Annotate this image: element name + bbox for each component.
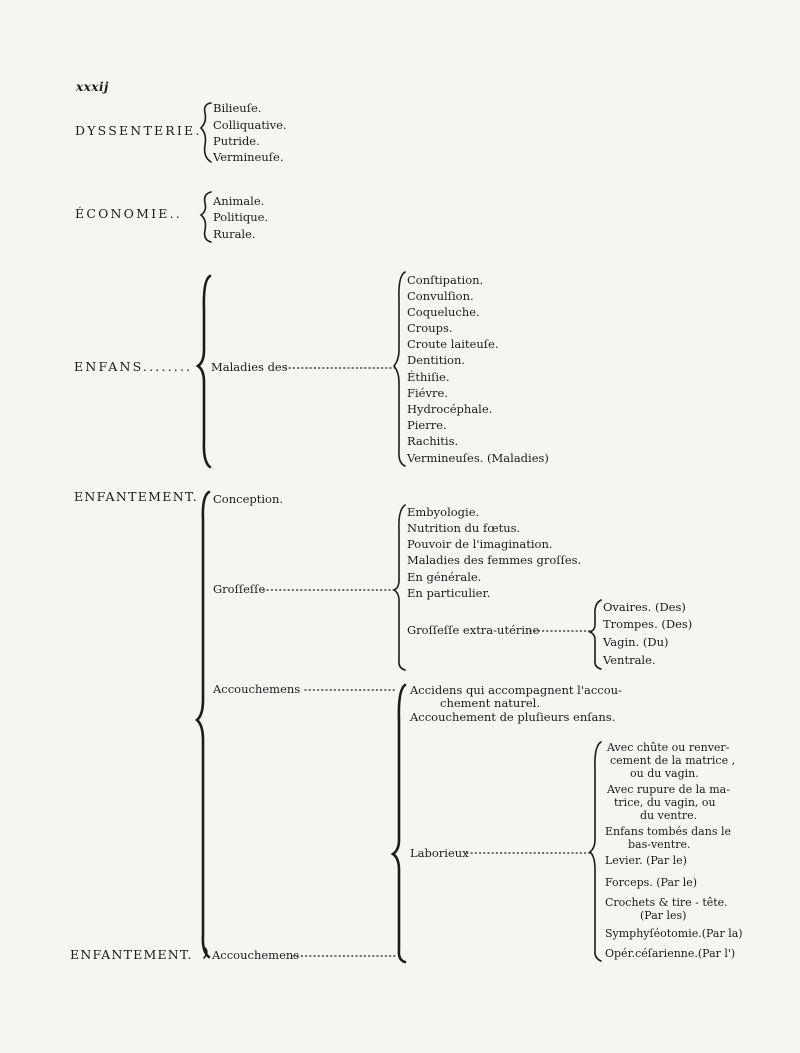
list-item: Vermineuſes. (Maladies) (407, 451, 549, 465)
list-item: En générale. (407, 570, 482, 584)
footer-catchword: ENFANTEMENT. (70, 947, 193, 962)
list-item: Colliquative. (213, 118, 287, 132)
list-item: trice, du vagin, ou (614, 796, 716, 809)
list-item: ou du vagin. (630, 767, 699, 780)
list-item: Croups. (407, 321, 453, 335)
subheading-maladies: Maladies des (211, 360, 288, 374)
subheading-accouchemens: Accouchemens (213, 682, 301, 696)
list-item: Vagin. (Du) (603, 635, 669, 649)
list-item: Pierre. (407, 418, 447, 432)
subheading-extra-uterine: Groſſeſſe extra-utérine (407, 623, 540, 637)
page-number: xxxij (76, 80, 109, 94)
list-item: Dentition. (407, 353, 466, 367)
list-item: Animale. (213, 194, 265, 208)
list-item: Putride. (213, 134, 260, 148)
list-item: Ventrale. (603, 653, 656, 667)
list-item: Forceps. (Par le) (605, 876, 698, 889)
list-item: Nutrition du fœtus. (407, 521, 521, 535)
list-item: chement naturel. (440, 696, 540, 710)
list-item: Croute laiteuſe. (407, 337, 499, 351)
list-item: Ovaires. (Des) (603, 600, 686, 614)
list-item: Levier. (Par le) (605, 854, 687, 867)
subheading-laborieux: Laborieux (410, 846, 469, 860)
list-item: Enfans tombés dans le (605, 825, 731, 838)
subheading-grossesse: Groſſeſſe (213, 582, 266, 596)
list-item: Politique. (213, 210, 269, 224)
conception-item: Conception. (213, 492, 284, 506)
list-item: Symphyſéotomie.(Par la) (605, 927, 743, 940)
list-item: Embyologie. (407, 505, 480, 519)
list-item: Avec chûte ou renver- (607, 741, 730, 754)
list-item: Avec rupure de la ma- (607, 783, 730, 796)
heading-enfantement: ENFANTEMENT. (74, 489, 199, 504)
list-item: Accouchement de pluſieurs enſans. (410, 710, 616, 724)
list-item: Fiévre. (407, 386, 448, 400)
footer-sub: Accouchemens (212, 948, 300, 962)
list-item: En particulier. (407, 586, 491, 600)
list-item: Opér.céſarienne.(Par l') (605, 947, 736, 960)
list-item: Hydrocéphale. (407, 402, 493, 416)
list-item: Trompes. (Des) (603, 617, 693, 631)
list-item: Maladies des femmes groſſes. (407, 553, 582, 567)
list-item: (Par les) (640, 909, 687, 922)
list-item: Coqueluche. (407, 305, 480, 319)
heading-economie: ÉCONOMIE.. (75, 206, 182, 221)
list-item: bas-ventre. (628, 838, 691, 851)
list-item: Pouvoir de l'imagination. (407, 537, 553, 551)
heading-dyssenterie: DYSSENTERIE. (75, 123, 202, 138)
list-item: Éthiſie. (407, 370, 450, 384)
list-item: Convulſion. (407, 289, 474, 303)
heading-enfans: ENFANS........ (74, 359, 193, 374)
list-item: Vermineuſe. (213, 150, 284, 164)
list-item: Bilieuſe. (213, 101, 262, 115)
list-item: Accidens qui accompagnent l'accou- (410, 683, 622, 697)
list-item: du ventre. (640, 809, 698, 822)
list-item: Rurale. (213, 227, 256, 241)
list-item: cement de la matrice , (610, 754, 736, 767)
list-item: Crochets & tire - tête. (605, 896, 728, 909)
list-item: Conſtipation. (407, 273, 484, 287)
list-item: Rachitis. (407, 434, 459, 448)
